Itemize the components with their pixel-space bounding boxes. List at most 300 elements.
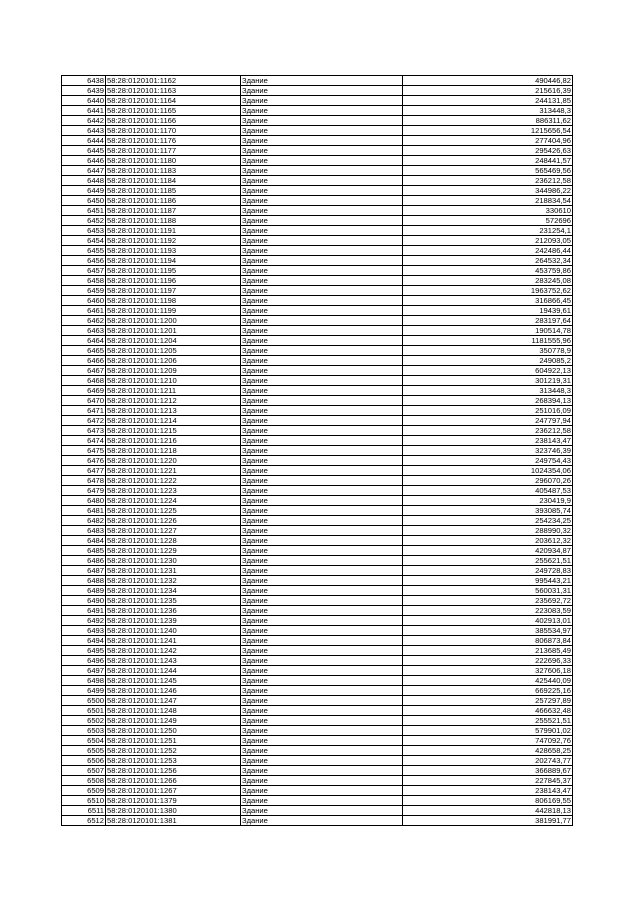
row-number-cell: 6445 bbox=[62, 146, 106, 156]
row-number-cell: 6497 bbox=[62, 666, 106, 676]
row-number-cell: 6511 bbox=[62, 806, 106, 816]
table-row bbox=[62, 346, 573, 356]
object-type-cell: Здание bbox=[241, 86, 403, 96]
row-number-cell: 6476 bbox=[62, 456, 106, 466]
cadastral-number-cell: 58:28:0120101:1224 bbox=[106, 496, 241, 506]
cadastral-number-cell: 58:28:0120101:1177 bbox=[106, 146, 241, 156]
object-type-cell: Здание bbox=[241, 666, 403, 676]
table-row bbox=[62, 166, 573, 176]
row-number-cell: 6458 bbox=[62, 276, 106, 286]
row-number-cell: 6475 bbox=[62, 446, 106, 456]
cadastral-value-cell: 747092,76 bbox=[403, 736, 573, 746]
cadastral-number-cell: 58:28:0120101:1379 bbox=[106, 796, 241, 806]
cadastral-value-cell: 886311,62 bbox=[403, 116, 573, 126]
table-row bbox=[62, 756, 573, 766]
row-number-cell: 6465 bbox=[62, 346, 106, 356]
cadastral-value-cell: 212093,05 bbox=[403, 236, 573, 246]
cadastral-value-cell: 453759,86 bbox=[403, 266, 573, 276]
object-type-cell: Здание bbox=[241, 446, 403, 456]
object-type-cell: Здание bbox=[241, 136, 403, 146]
cadastral-value-cell: 995443,21 bbox=[403, 576, 573, 586]
table-row bbox=[62, 486, 573, 496]
cadastral-number-cell: 58:28:0120101:1210 bbox=[106, 376, 241, 386]
object-type-cell: Здание bbox=[241, 106, 403, 116]
row-number-cell: 6481 bbox=[62, 506, 106, 516]
cadastral-value-cell: 425440,09 bbox=[403, 676, 573, 686]
object-type-cell: Здание bbox=[241, 776, 403, 786]
row-number-cell: 6478 bbox=[62, 476, 106, 486]
cadastral-number-cell: 58:28:0120101:1241 bbox=[106, 636, 241, 646]
row-number-cell: 6453 bbox=[62, 226, 106, 236]
table-row bbox=[62, 226, 573, 236]
row-number-cell: 6439 bbox=[62, 86, 106, 96]
row-number-cell: 6496 bbox=[62, 656, 106, 666]
object-type-cell: Здание bbox=[241, 376, 403, 386]
cadastral-number-cell: 58:28:0120101:1192 bbox=[106, 236, 241, 246]
table-row bbox=[62, 616, 573, 626]
cadastral-number-cell: 58:28:0120101:1184 bbox=[106, 176, 241, 186]
table-row bbox=[62, 576, 573, 586]
row-number-cell: 6486 bbox=[62, 556, 106, 566]
cadastral-number-cell: 58:28:0120101:1191 bbox=[106, 226, 241, 236]
cadastral-value-cell: 560031,31 bbox=[403, 586, 573, 596]
object-type-cell: Здание bbox=[241, 696, 403, 706]
row-number-cell: 6446 bbox=[62, 156, 106, 166]
cadastral-value-cell: 381991,77 bbox=[403, 816, 573, 826]
cadastral-number-cell: 58:28:0120101:1188 bbox=[106, 216, 241, 226]
object-type-cell: Здание bbox=[241, 126, 403, 136]
cadastral-number-cell: 58:28:0120101:1245 bbox=[106, 676, 241, 686]
row-number-cell: 6480 bbox=[62, 496, 106, 506]
table-row bbox=[62, 96, 573, 106]
object-type-cell: Здание bbox=[241, 326, 403, 336]
cadastral-number-cell: 58:28:0120101:1243 bbox=[106, 656, 241, 666]
cadastral-number-cell: 58:28:0120101:1231 bbox=[106, 566, 241, 576]
cadastral-number-cell: 58:28:0120101:1206 bbox=[106, 356, 241, 366]
table-row bbox=[62, 156, 573, 166]
row-number-cell: 6490 bbox=[62, 596, 106, 606]
object-type-cell: Здание bbox=[241, 206, 403, 216]
object-type-cell: Здание bbox=[241, 166, 403, 176]
object-type-cell: Здание bbox=[241, 226, 403, 236]
table-row bbox=[62, 356, 573, 366]
cadastral-number-cell: 58:28:0120101:1164 bbox=[106, 96, 241, 106]
cadastral-value-cell: 203612,32 bbox=[403, 536, 573, 546]
cadastral-number-cell: 58:28:0120101:1235 bbox=[106, 596, 241, 606]
cadastral-number-cell: 58:28:0120101:1197 bbox=[106, 286, 241, 296]
object-type-cell: Здание bbox=[241, 246, 403, 256]
cadastral-number-cell: 58:28:0120101:1180 bbox=[106, 156, 241, 166]
cadastral-number-cell: 58:28:0120101:1185 bbox=[106, 186, 241, 196]
cadastral-number-cell: 58:28:0120101:1226 bbox=[106, 516, 241, 526]
row-number-cell: 6460 bbox=[62, 296, 106, 306]
row-number-cell: 6512 bbox=[62, 816, 106, 826]
row-number-cell: 6489 bbox=[62, 586, 106, 596]
row-number-cell: 6440 bbox=[62, 96, 106, 106]
cadastral-number-cell: 58:28:0120101:1198 bbox=[106, 296, 241, 306]
cadastral-number-cell: 58:28:0120101:1209 bbox=[106, 366, 241, 376]
row-number-cell: 6471 bbox=[62, 406, 106, 416]
object-type-cell: Здание bbox=[241, 176, 403, 186]
cadastral-number-cell: 58:28:0120101:1163 bbox=[106, 86, 241, 96]
cadastral-number-cell: 58:28:0120101:1246 bbox=[106, 686, 241, 696]
cadastral-number-cell: 58:28:0120101:1183 bbox=[106, 166, 241, 176]
object-type-cell: Здание bbox=[241, 336, 403, 346]
cadastral-value-cell: 277404,96 bbox=[403, 136, 573, 146]
table-row bbox=[62, 496, 573, 506]
object-type-cell: Здание bbox=[241, 396, 403, 406]
cadastral-number-cell: 58:28:0120101:1244 bbox=[106, 666, 241, 676]
object-type-cell: Здание bbox=[241, 786, 403, 796]
row-number-cell: 6444 bbox=[62, 136, 106, 146]
table-row bbox=[62, 276, 573, 286]
table-row bbox=[62, 396, 573, 406]
cadastral-value-cell: 1963752,62 bbox=[403, 286, 573, 296]
cadastral-value-cell: 323746,39 bbox=[403, 446, 573, 456]
row-number-cell: 6472 bbox=[62, 416, 106, 426]
object-type-cell: Здание bbox=[241, 716, 403, 726]
cadastral-number-cell: 58:28:0120101:1215 bbox=[106, 426, 241, 436]
cadastral-number-cell: 58:28:0120101:1223 bbox=[106, 486, 241, 496]
cadastral-value-cell: 247797,94 bbox=[403, 416, 573, 426]
row-number-cell: 6469 bbox=[62, 386, 106, 396]
row-number-cell: 6485 bbox=[62, 546, 106, 556]
row-number-cell: 6487 bbox=[62, 566, 106, 576]
table-row bbox=[62, 106, 573, 116]
object-type-cell: Здание bbox=[241, 196, 403, 206]
object-type-cell: Здание bbox=[241, 576, 403, 586]
cadastral-number-cell: 58:28:0120101:1220 bbox=[106, 456, 241, 466]
table-row bbox=[62, 176, 573, 186]
object-type-cell: Здание bbox=[241, 406, 403, 416]
table-row bbox=[62, 186, 573, 196]
object-type-cell: Здание bbox=[241, 656, 403, 666]
cadastral-number-cell: 58:28:0120101:1267 bbox=[106, 786, 241, 796]
table-row bbox=[62, 116, 573, 126]
table-row bbox=[62, 656, 573, 666]
object-type-cell: Здание bbox=[241, 596, 403, 606]
row-number-cell: 6504 bbox=[62, 736, 106, 746]
row-number-cell: 6438 bbox=[62, 76, 106, 86]
cadastral-value-cell: 255621,51 bbox=[403, 556, 573, 566]
cadastral-value-cell: 344986,22 bbox=[403, 186, 573, 196]
table-row bbox=[62, 816, 573, 826]
cadastral-number-cell: 58:28:0120101:1186 bbox=[106, 196, 241, 206]
cadastral-number-cell: 58:28:0120101:1256 bbox=[106, 766, 241, 776]
row-number-cell: 6477 bbox=[62, 466, 106, 476]
cadastral-value-cell: 222696,33 bbox=[403, 656, 573, 666]
row-number-cell: 6451 bbox=[62, 206, 106, 216]
cadastral-number-cell: 58:28:0120101:1253 bbox=[106, 756, 241, 766]
row-number-cell: 6494 bbox=[62, 636, 106, 646]
cadastral-value-cell: 385534,97 bbox=[403, 626, 573, 636]
cadastral-number-cell: 58:28:0120101:1214 bbox=[106, 416, 241, 426]
object-type-cell: Здание bbox=[241, 486, 403, 496]
table-row bbox=[62, 646, 573, 656]
cadastral-value-cell: 1215656,54 bbox=[403, 126, 573, 136]
cadastral-number-cell: 58:28:0120101:1204 bbox=[106, 336, 241, 346]
table-row bbox=[62, 516, 573, 526]
cadastral-value-cell: 230419,9 bbox=[403, 496, 573, 506]
cadastral-value-cell: 19439,61 bbox=[403, 306, 573, 316]
table-row bbox=[62, 286, 573, 296]
table-row bbox=[62, 766, 573, 776]
cadastral-number-cell: 58:28:0120101:1162 bbox=[106, 76, 241, 86]
cadastral-value-cell: 295426,63 bbox=[403, 146, 573, 156]
object-type-cell: Здание bbox=[241, 556, 403, 566]
object-type-cell: Здание bbox=[241, 116, 403, 126]
cadastral-number-cell: 58:28:0120101:1380 bbox=[106, 806, 241, 816]
cadastral-value-cell: 213685,49 bbox=[403, 646, 573, 656]
cadastral-value-cell: 238143,47 bbox=[403, 786, 573, 796]
object-type-cell: Здание bbox=[241, 146, 403, 156]
object-type-cell: Здание bbox=[241, 496, 403, 506]
cadastral-value-cell: 366889,67 bbox=[403, 766, 573, 776]
cadastral-value-cell: 244131,85 bbox=[403, 96, 573, 106]
cadastral-value-cell: 202743,77 bbox=[403, 756, 573, 766]
table-row bbox=[62, 806, 573, 816]
cadastral-number-cell: 58:28:0120101:1236 bbox=[106, 606, 241, 616]
table-row bbox=[62, 596, 573, 606]
cadastral-value-cell: 420934,87 bbox=[403, 546, 573, 556]
row-number-cell: 6457 bbox=[62, 266, 106, 276]
table-row bbox=[62, 436, 573, 446]
row-number-cell: 6498 bbox=[62, 676, 106, 686]
row-number-cell: 6462 bbox=[62, 316, 106, 326]
row-number-cell: 6474 bbox=[62, 436, 106, 446]
table-row bbox=[62, 536, 573, 546]
table-row bbox=[62, 666, 573, 676]
row-number-cell: 6443 bbox=[62, 126, 106, 136]
cadastral-number-cell: 58:28:0120101:1228 bbox=[106, 536, 241, 546]
table-row bbox=[62, 336, 573, 346]
cadastral-number-cell: 58:28:0120101:1200 bbox=[106, 316, 241, 326]
table-row bbox=[62, 196, 573, 206]
cadastral-number-cell: 58:28:0120101:1166 bbox=[106, 116, 241, 126]
table-row bbox=[62, 796, 573, 806]
cadastral-number-cell: 58:28:0120101:1205 bbox=[106, 346, 241, 356]
object-type-cell: Здание bbox=[241, 476, 403, 486]
object-type-cell: Здание bbox=[241, 276, 403, 286]
cadastral-value-cell: 249754,43 bbox=[403, 456, 573, 466]
object-type-cell: Здание bbox=[241, 416, 403, 426]
row-number-cell: 6501 bbox=[62, 706, 106, 716]
object-type-cell: Здание bbox=[241, 426, 403, 436]
object-type-cell: Здание bbox=[241, 606, 403, 616]
table-row bbox=[62, 146, 573, 156]
cadastral-value-cell: 249728,83 bbox=[403, 566, 573, 576]
row-number-cell: 6468 bbox=[62, 376, 106, 386]
object-type-cell: Здание bbox=[241, 286, 403, 296]
object-type-cell: Здание bbox=[241, 746, 403, 756]
table-row bbox=[62, 366, 573, 376]
cadastral-value-cell: 238143,47 bbox=[403, 436, 573, 446]
object-type-cell: Здание bbox=[241, 506, 403, 516]
table-row bbox=[62, 376, 573, 386]
cadastral-number-cell: 58:28:0120101:1196 bbox=[106, 276, 241, 286]
table-row bbox=[62, 736, 573, 746]
object-type-cell: Здание bbox=[241, 566, 403, 576]
table-row bbox=[62, 626, 573, 636]
cadastral-number-cell: 58:28:0120101:1176 bbox=[106, 136, 241, 146]
cadastral-number-cell: 58:28:0120101:1193 bbox=[106, 246, 241, 256]
row-number-cell: 6492 bbox=[62, 616, 106, 626]
cadastral-value-cell: 402913,01 bbox=[403, 616, 573, 626]
table-row bbox=[62, 126, 573, 136]
cadastral-value-cell: 190514,78 bbox=[403, 326, 573, 336]
table-row bbox=[62, 676, 573, 686]
cadastral-number-cell: 58:28:0120101:1170 bbox=[106, 126, 241, 136]
cadastral-value-cell: 236212,58 bbox=[403, 176, 573, 186]
cadastral-number-cell: 58:28:0120101:1251 bbox=[106, 736, 241, 746]
cadastral-number-cell: 58:28:0120101:1248 bbox=[106, 706, 241, 716]
table-row bbox=[62, 546, 573, 556]
object-type-cell: Здание bbox=[241, 546, 403, 556]
row-number-cell: 6450 bbox=[62, 196, 106, 206]
cadastral-value-cell: 428658,25 bbox=[403, 746, 573, 756]
table-row bbox=[62, 556, 573, 566]
table-row bbox=[62, 406, 573, 416]
cadastral-value-cell: 254234,25 bbox=[403, 516, 573, 526]
cadastral-value-cell: 255521,51 bbox=[403, 716, 573, 726]
row-number-cell: 6493 bbox=[62, 626, 106, 636]
row-number-cell: 6463 bbox=[62, 326, 106, 336]
row-number-cell: 6473 bbox=[62, 426, 106, 436]
cadastral-number-cell: 58:28:0120101:1252 bbox=[106, 746, 241, 756]
table-row bbox=[62, 136, 573, 146]
object-type-cell: Здание bbox=[241, 316, 403, 326]
object-type-cell: Здание bbox=[241, 516, 403, 526]
table-row bbox=[62, 686, 573, 696]
row-number-cell: 6442 bbox=[62, 116, 106, 126]
cadastral-number-cell: 58:28:0120101:1381 bbox=[106, 816, 241, 826]
cadastral-number-cell: 58:28:0120101:1247 bbox=[106, 696, 241, 706]
row-number-cell: 6461 bbox=[62, 306, 106, 316]
row-number-cell: 6506 bbox=[62, 756, 106, 766]
table-row bbox=[62, 476, 573, 486]
cadastral-value-cell: 579901,02 bbox=[403, 726, 573, 736]
object-type-cell: Здание bbox=[241, 536, 403, 546]
cadastral-number-cell: 58:28:0120101:1266 bbox=[106, 776, 241, 786]
cadastral-value-cell: 806873,84 bbox=[403, 636, 573, 646]
object-type-cell: Здание bbox=[241, 186, 403, 196]
cadastral-value-cell: 236212,58 bbox=[403, 426, 573, 436]
cadastral-number-cell: 58:28:0120101:1194 bbox=[106, 256, 241, 266]
cadastral-number-cell: 58:28:0120101:1165 bbox=[106, 106, 241, 116]
table-row bbox=[62, 266, 573, 276]
object-type-cell: Здание bbox=[241, 306, 403, 316]
cadastral-value-cell: 316866,45 bbox=[403, 296, 573, 306]
table-row bbox=[62, 776, 573, 786]
cadastral-value-cell: 806169,55 bbox=[403, 796, 573, 806]
row-number-cell: 6466 bbox=[62, 356, 106, 366]
cadastral-number-cell: 58:28:0120101:1218 bbox=[106, 446, 241, 456]
row-number-cell: 6448 bbox=[62, 176, 106, 186]
cadastral-value-cell: 604922,13 bbox=[403, 366, 573, 376]
cadastral-number-cell: 58:28:0120101:1250 bbox=[106, 726, 241, 736]
object-type-cell: Здание bbox=[241, 256, 403, 266]
table-row bbox=[62, 716, 573, 726]
row-number-cell: 6495 bbox=[62, 646, 106, 656]
cadastral-value-cell: 235692,72 bbox=[403, 596, 573, 606]
table-row bbox=[62, 606, 573, 616]
object-type-cell: Здание bbox=[241, 296, 403, 306]
cadastral-value-cell: 296070,26 bbox=[403, 476, 573, 486]
row-number-cell: 6459 bbox=[62, 286, 106, 296]
object-type-cell: Здание bbox=[241, 76, 403, 86]
table-row bbox=[62, 456, 573, 466]
cadastral-value-cell: 565469,56 bbox=[403, 166, 573, 176]
row-number-cell: 6449 bbox=[62, 186, 106, 196]
object-type-cell: Здание bbox=[241, 626, 403, 636]
cadastral-value-cell: 313448,3 bbox=[403, 106, 573, 116]
row-number-cell: 6507 bbox=[62, 766, 106, 776]
cadastral-value-cell: 313448,3 bbox=[403, 386, 573, 396]
object-type-cell: Здание bbox=[241, 646, 403, 656]
row-number-cell: 6447 bbox=[62, 166, 106, 176]
cadastral-value-cell: 223083,59 bbox=[403, 606, 573, 616]
cadastral-value-cell: 215616,39 bbox=[403, 86, 573, 96]
table-row bbox=[62, 726, 573, 736]
cadastral-number-cell: 58:28:0120101:1212 bbox=[106, 396, 241, 406]
row-number-cell: 6456 bbox=[62, 256, 106, 266]
row-number-cell: 6455 bbox=[62, 246, 106, 256]
object-type-cell: Здание bbox=[241, 806, 403, 816]
table-body bbox=[62, 76, 573, 826]
cadastral-number-cell: 58:28:0120101:1213 bbox=[106, 406, 241, 416]
object-type-cell: Здание bbox=[241, 96, 403, 106]
table-row bbox=[62, 206, 573, 216]
cadastral-number-cell: 58:28:0120101:1249 bbox=[106, 716, 241, 726]
table-row bbox=[62, 326, 573, 336]
cadastral-value-cell: 283245,08 bbox=[403, 276, 573, 286]
object-type-cell: Здание bbox=[241, 236, 403, 246]
row-number-cell: 6503 bbox=[62, 726, 106, 736]
row-number-cell: 6488 bbox=[62, 576, 106, 586]
row-number-cell: 6452 bbox=[62, 216, 106, 226]
object-type-cell: Здание bbox=[241, 466, 403, 476]
table-row bbox=[62, 316, 573, 326]
cadastral-value-cell: 301219,31 bbox=[403, 376, 573, 386]
object-type-cell: Здание bbox=[241, 676, 403, 686]
object-type-cell: Здание bbox=[241, 706, 403, 716]
table-row bbox=[62, 256, 573, 266]
cadastral-number-cell: 58:28:0120101:1222 bbox=[106, 476, 241, 486]
row-number-cell: 6510 bbox=[62, 796, 106, 806]
table-row bbox=[62, 386, 573, 396]
object-type-cell: Здание bbox=[241, 156, 403, 166]
row-number-cell: 6508 bbox=[62, 776, 106, 786]
cadastral-value-cell: 572696 bbox=[403, 216, 573, 226]
object-type-cell: Здание bbox=[241, 766, 403, 776]
cadastral-number-cell: 58:28:0120101:1225 bbox=[106, 506, 241, 516]
table-row bbox=[62, 446, 573, 456]
object-type-cell: Здание bbox=[241, 616, 403, 626]
table-row bbox=[62, 416, 573, 426]
row-number-cell: 6500 bbox=[62, 696, 106, 706]
cadastral-number-cell: 58:28:0120101:1240 bbox=[106, 626, 241, 636]
row-number-cell: 6467 bbox=[62, 366, 106, 376]
cadastral-value-cell: 268394,13 bbox=[403, 396, 573, 406]
row-number-cell: 6491 bbox=[62, 606, 106, 616]
row-number-cell: 6505 bbox=[62, 746, 106, 756]
cadastral-value-cell: 257297,89 bbox=[403, 696, 573, 706]
cadastral-value-cell: 1181555,96 bbox=[403, 336, 573, 346]
object-type-cell: Здание bbox=[241, 726, 403, 736]
cadastral-value-cell: 251016,09 bbox=[403, 406, 573, 416]
table-row bbox=[62, 746, 573, 756]
cadastral-number-cell: 58:28:0120101:1227 bbox=[106, 526, 241, 536]
